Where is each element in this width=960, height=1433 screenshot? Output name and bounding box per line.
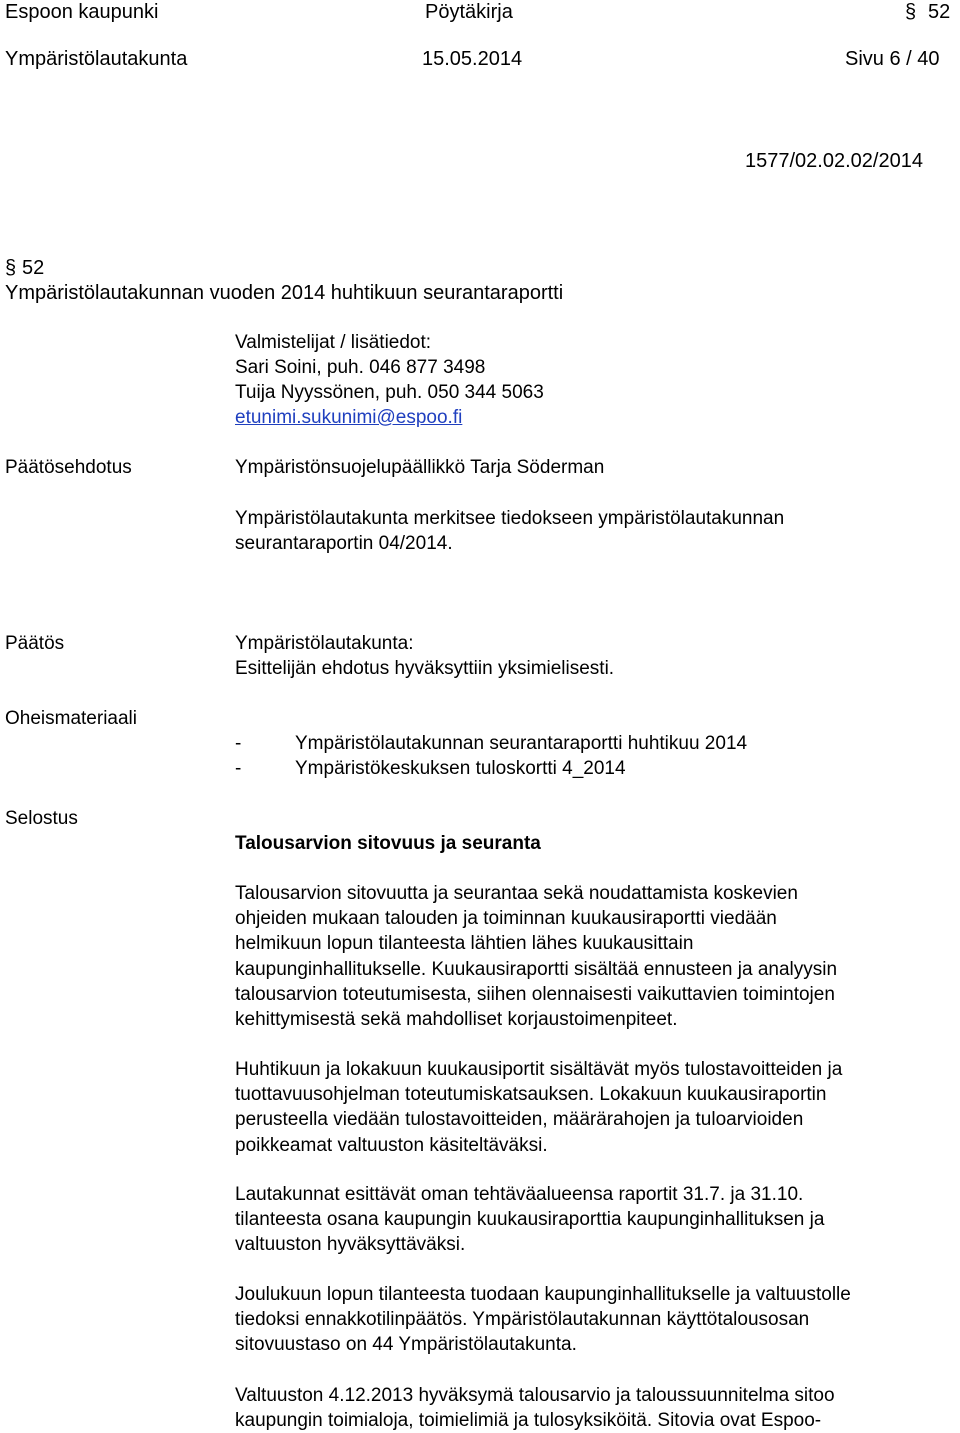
section-number: 52 [928, 1, 951, 23]
section-symbol: § [905, 1, 917, 23]
text-line: tuottavuusohjelman toteutumiskatsauksen. Lokakuun kuukausiraportin [235, 1084, 827, 1106]
preparer-1: Sari Soini, puh. 046 877 3498 [235, 357, 486, 378]
text-line: valtuuston hyväksyttäväksi. [235, 1234, 466, 1256]
text-line: Talousarvion sitovuutta ja seurantaa sekä noudattamista koskevien [235, 883, 798, 904]
item-number: 52 [22, 257, 45, 279]
text-line: ohjeiden mukaan talouden ja toiminnan kuukausiraportti viedään [235, 908, 777, 930]
attachment-item: Ympäristölautakunnan seurantaraportti huhtikuu 2014 [295, 733, 748, 754]
description-paragraph [235, 1383, 955, 1433]
organization-name: Espoon kaupunki [5, 1, 159, 23]
text-line: Joulukuun lopun tilanteesta tuodaan kaupunginhallitukselle ja valtuustolle [235, 1284, 851, 1305]
text-line: sitovuustaso on 44 Ympäristölautakunta. [235, 1334, 577, 1356]
text-line: talousarvion toteutumisesta, siihen olennaisesti vaikuttavien toimintojen [235, 983, 835, 1005]
decision-text: Esittelijän ehdotus hyväksyttiin yksimielisesti. [235, 658, 615, 679]
text-line: poikkeamat valtuuston käsiteltäväksi. [235, 1134, 548, 1156]
decision-body: Ympäristölautakunta: [235, 633, 414, 654]
item-title: Ympäristölautakunnan vuoden 2014 huhtikuun seurantaraportti [5, 282, 564, 304]
attachments-label: Oheismateriaali [5, 708, 137, 729]
text-line: kaupungin toimialoja, toimielimiä ja tulosyksiköitä. Sitovia ovat Espoo- [235, 1410, 822, 1432]
description-paragraph [235, 881, 955, 1032]
preparers-label: Valmistelijat / lisätiedot: [235, 332, 432, 353]
description-paragraph [235, 1057, 955, 1158]
page-number: Sivu 6 / 40 [845, 48, 940, 70]
text-line: tiedoksi ennakkotilinpäätös. Ympäristölautakunnan käyttötalousosan [235, 1309, 810, 1331]
attachment-dash: - [235, 758, 242, 779]
email-link[interactable]: etunimi.sukunimi@espoo.fi [235, 407, 463, 428]
document-type: Pöytäkirja [425, 1, 513, 23]
diary-number: 1577/02.02.02/2014 [745, 150, 923, 172]
text-line: tilanteesta osana kaupungin kuukausiraporttia kaupunginhallituksen ja [235, 1209, 825, 1231]
description-paragraph [235, 1182, 955, 1258]
text-line: helmikuun lopun tilanteesta lähtien lähes kuukausittain [235, 933, 694, 955]
text-line: Huhtikuun ja lokakuun kuukausiportit sisältävät myös tulostavoitteiden ja [235, 1059, 843, 1080]
description-paragraph [235, 1282, 955, 1358]
proposal-label: Päätösehdotus [5, 457, 132, 478]
proposal-presenter: Ympäristönsuojelupäällikkö Tarja Söderman [235, 457, 605, 478]
text-line: Valtuuston 4.12.2013 hyväksymä talousarvio ja taloussuunnitelma sitoo [235, 1385, 835, 1406]
decision-label: Päätös [5, 633, 65, 654]
attachment-item: Ympäristökeskuksen tuloskortti 4_2014 [295, 758, 626, 779]
committee-name: Ympäristölautakunta [5, 48, 188, 70]
text-line: kaupunginhallitukselle. Kuukausiraportti sisältää ennusteen ja analyysin [235, 958, 838, 980]
meeting-date: 15.05.2014 [422, 48, 523, 70]
description-heading: Talousarvion sitovuus ja seuranta [235, 833, 541, 854]
attachment-dash: - [235, 733, 242, 754]
preparer-2: Tuija Nyyssönen, puh. 050 344 5063 [235, 382, 544, 403]
text-line: perusteella viedään tulostavoitteiden, määrärahojen ja tuloarvioiden [235, 1109, 804, 1131]
description-label: Selostus [5, 808, 78, 829]
text-line: kehittymisestä sekä mahdolliset korjaustoimenpiteet. [235, 1009, 678, 1031]
proposal-text-line-2: seurantaraportin 04/2014. [235, 533, 453, 554]
text-line: Lautakunnat esittävät oman tehtäväalueensa raportit 31.7. ja 31.10. [235, 1184, 804, 1205]
item-section-symbol: § [5, 257, 17, 279]
proposal-text-line-1: Ympäristölautakunta merkitsee tiedokseen ympäristölautakunnan [235, 508, 785, 529]
